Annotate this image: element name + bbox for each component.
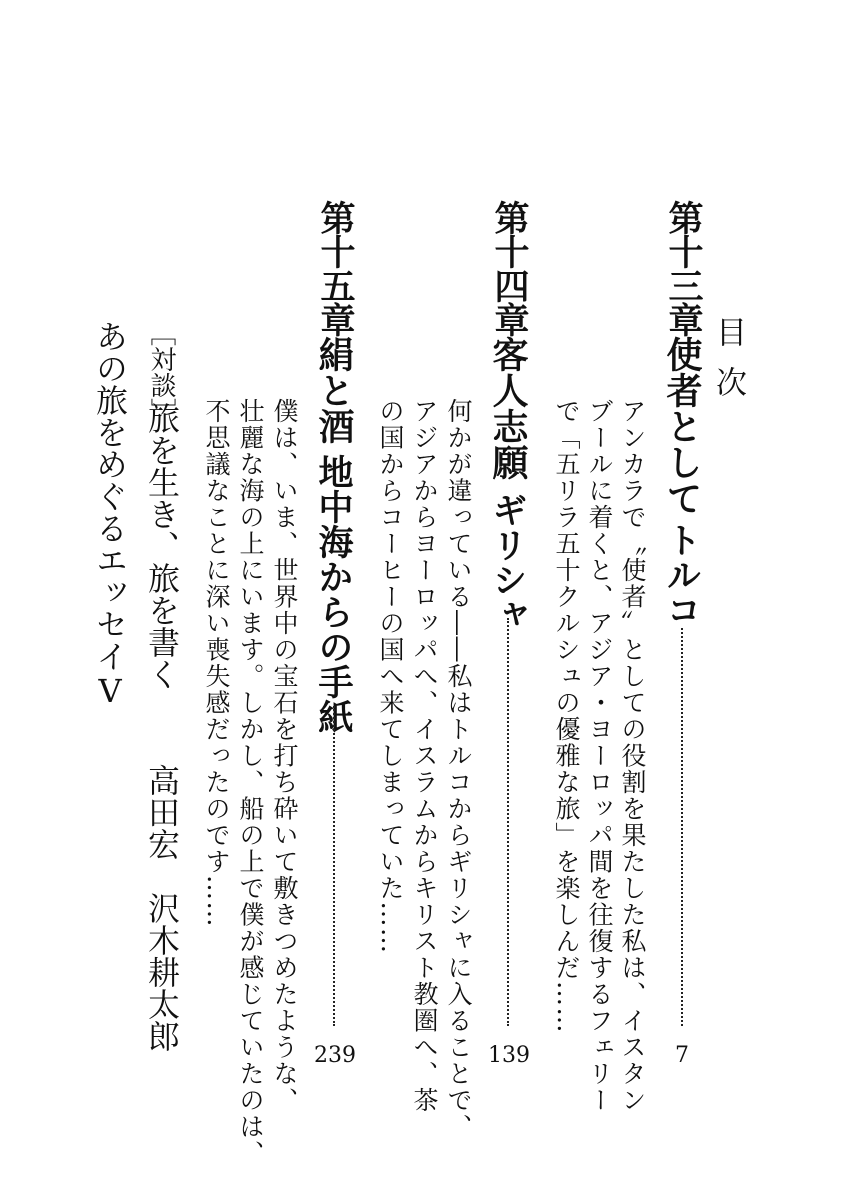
chapter-14-desc-line-1: 何かが違っている――私はトルコからギリシャに入ることで、 bbox=[444, 398, 473, 1140]
chapter-15-page: 239 bbox=[314, 1043, 356, 1068]
dialogue-authors: 高田宏 沢木耕太郎 bbox=[143, 764, 181, 1052]
chapter-13-desc-line-2: ブールに着くと、アジア・ヨーロッパ間を往復するフェリー bbox=[585, 398, 614, 1114]
chapter-15-leader-dots bbox=[333, 706, 335, 1026]
chapter-15-desc-line-3: 不思議なことに深い喪失感だったのです…… bbox=[202, 398, 231, 928]
chapter-14-desc-line-2: アジアからヨーロッパへ、イスラムからキリスト教圏へ、茶 bbox=[410, 398, 439, 1114]
chapter-14-page: 139 bbox=[488, 1043, 530, 1068]
chapter-14-title: 客人志願 bbox=[487, 336, 529, 480]
chapter-13-label: 第十三章 bbox=[663, 200, 704, 336]
toc-title: 目次 bbox=[710, 316, 746, 416]
chapter-13-desc-line-3: で「五リラ五十クルシュの優雅な旅」を楽しんだ…… bbox=[552, 398, 581, 1034]
chapter-14-leader-dots bbox=[507, 618, 509, 1026]
chapter-15-subtitle: 地中海からの手紙 bbox=[313, 454, 354, 734]
chapter-15-label: 第十五章 bbox=[315, 200, 356, 336]
chapter-14-desc-line-3: の国からコーヒーの国へ来てしまっていた…… bbox=[376, 398, 405, 955]
chapter-14-label: 第十四章 bbox=[489, 200, 530, 336]
dialogue-label: ［対談］ bbox=[146, 320, 176, 424]
chapter-13-desc-line-1: アンカラで〝使者〟としての役割を果たした私は、イスタン bbox=[618, 398, 647, 1114]
chapter-13-page: 7 bbox=[675, 1043, 689, 1068]
chapter-13-leader-dots bbox=[681, 628, 683, 1026]
dialogue-title: 旅を生き、旅を書く bbox=[143, 402, 181, 690]
chapter-14-subtitle: ギリシャ bbox=[487, 492, 528, 632]
chapter-13-subtitle: トルコ bbox=[661, 522, 702, 627]
chapter-13-title: 使者として bbox=[661, 336, 703, 516]
chapter-15-desc-line-1: 僕は、いま、世界中の宝石を打ち砕いて敷きつめたような、 bbox=[270, 398, 299, 1114]
essay-title: あの旅をめぐるエッセイⅤ bbox=[91, 320, 129, 710]
chapter-15-title: 絹と酒 bbox=[313, 336, 355, 444]
chapter-15-desc-line-2: 壮麗な海の上にいます。しかし、船の上で僕が感じていたのは、 bbox=[236, 398, 265, 1167]
